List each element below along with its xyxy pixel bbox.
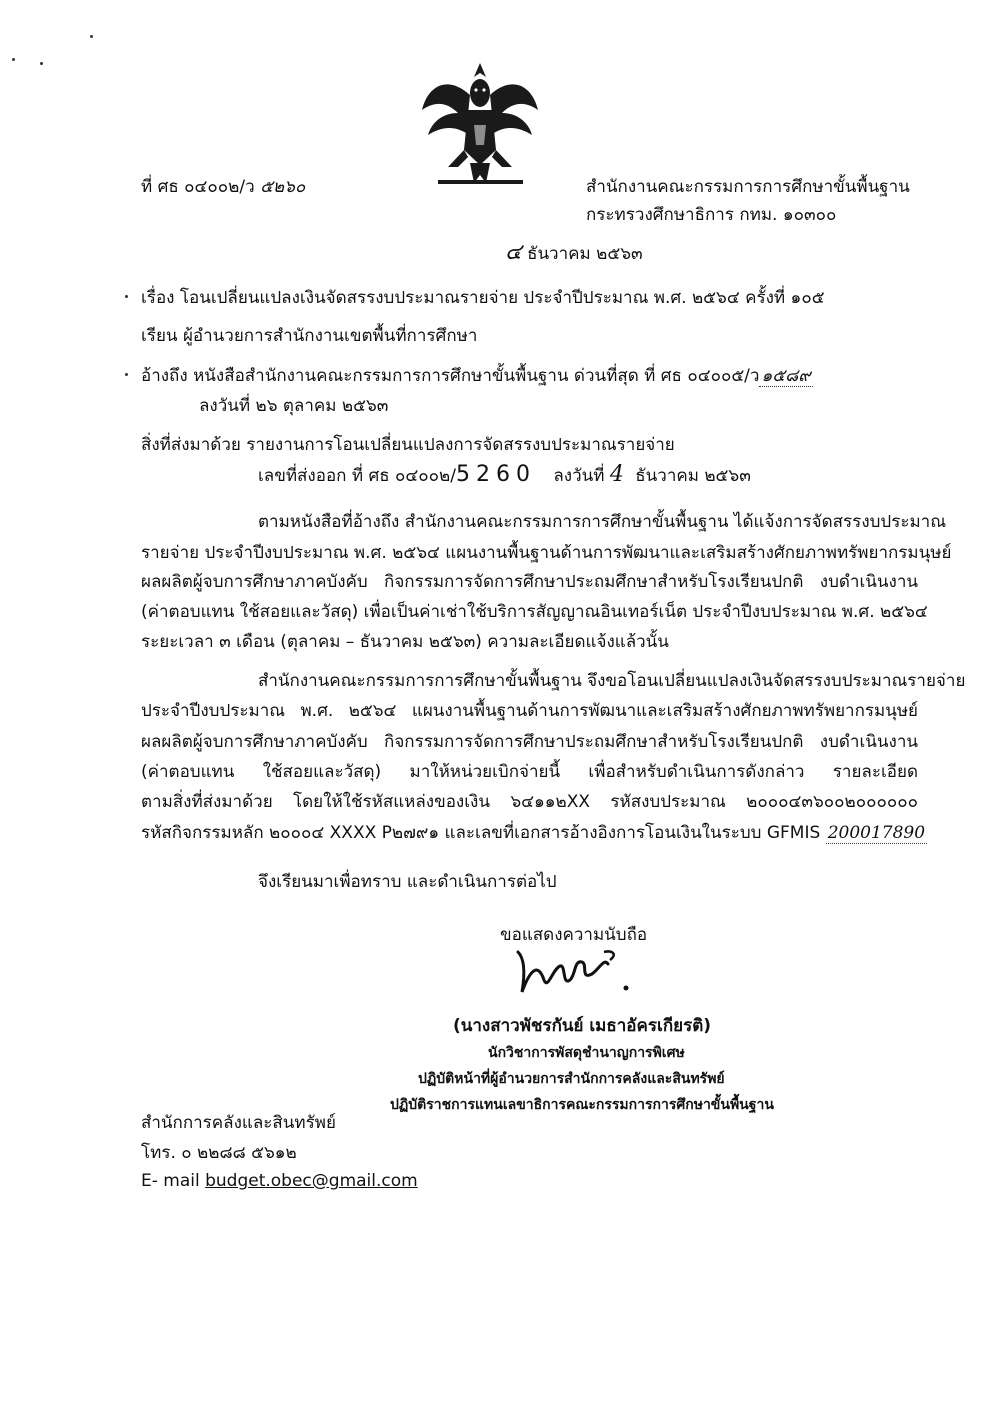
signer-name: (นางสาวพัชรกันย์ เมธาอัครเกียรติ) [453, 1016, 712, 1036]
reference-number [141, 176, 305, 198]
export-date-label: ลงวันที่ [553, 466, 605, 486]
enclosure-line [141, 434, 675, 456]
scan-speck [40, 62, 43, 65]
date-day-handwritten: ๔ [505, 240, 522, 265]
signer-on-behalf: ปฏิบัติราชการแทนเลขาธิการคณะกรรมการการศึกษาขั้นพื้นฐาน [390, 1097, 774, 1113]
enclosure-export-number [258, 464, 751, 487]
footer-department: สำนักการคลังและสินทรัพย์ [141, 1113, 336, 1133]
reference-number-handwritten: ๕๒๖๐ [260, 177, 306, 197]
subject-label: เรื่อง [141, 288, 175, 308]
scan-speck [125, 295, 128, 298]
enclosure-label: สิ่งที่ส่งมาด้วย [141, 435, 241, 455]
recipient-line [141, 325, 477, 347]
export-date-day: 4 [609, 462, 630, 487]
reference-line [141, 365, 813, 387]
export-number-stamp: 5260 [455, 462, 536, 487]
email-label: E- mail [141, 1171, 200, 1191]
email-link[interactable]: budget.obec@gmail.com [205, 1171, 418, 1191]
reference-text: หนังสือสำนักงานคณะกรรมการการศึกษาขั้นพื้นฐาน ด่วนที่สุด ที่ ศธ ๐๔๐๐๕/ว [193, 366, 760, 386]
paragraph1-line: ระยะเวลา ๓ เดือน (ตุลาคม – ธันวาคม ๒๕๖๓) ความละเอียดแจ้งแล้วนั้น [141, 632, 669, 652]
paragraph2-line: (ค่าตอบแทน ใช้สอยและวัสดุ) มาให้หน่วยเบิกจ่ายนี้ เพื่อสำหรับดำเนินการดังกล่าว รายละเอียด [141, 762, 918, 782]
reference-label: อ้างถึง [141, 366, 188, 386]
paragraph1-line: (ค่าตอบแทน ใช้สอยและวัสดุ) เพื่อเป็นค่าเช่าใช้บริการสัญญาณอินเทอร์เน็ต ประจำปีงบประมาณ พ.ศ. ๒๕๖๔ [141, 602, 928, 622]
footer-email-line [141, 1170, 418, 1192]
paragraph2-line: ตามสิ่งที่ส่งมาด้วย โดยให้ใช้รหัสแหล่งของเงิน ๖๔๑๑๒XX รหัสงบประมาณ ๒๐๐๐๔๓๖๐๐๒๐๐๐๐๐๐ [141, 792, 918, 812]
export-number-prefix: เลขที่ส่งออก ที่ ศธ ๐๔๐๐๒/ [258, 466, 456, 486]
handwritten-signature [508, 940, 638, 1000]
reference-handwritten-number: ๑๕๘๙ [761, 366, 811, 386]
date-month-year: ธันวาคม ๒๕๖๓ [527, 244, 643, 264]
scan-speck [12, 58, 15, 61]
paragraph2-line: สำนักงานคณะกรรมการการศึกษาขั้นพื้นฐาน จึงขอโอนเปลี่ยนแปลงเงินจัดสรรงบประมาณรายจ่าย [258, 671, 966, 691]
subject-text: โอนเปลี่ยนแปลงเงินจัดสรรงบประมาณรายจ่าย ประจำปีประมาณ พ.ศ. ๒๕๖๔ ครั้งที่ ๑๐๕ [179, 288, 825, 308]
paragraph1-line: ผลผลิตผู้จบการศึกษาภาคบังคับ กิจกรรมการจัดการศึกษาประถมศึกษาสำหรับโรงเรียนปกติ งบดำเนินงาน [141, 572, 918, 592]
activity-code-text: รหัสกิจกรรมหลัก ๒๐๐๐๔ XXXX P๒๗๙๑ และเลขที่เอกสารอ้างอิงการโอนเงินในระบบ GFMIS [141, 823, 821, 843]
paragraph1-line: รายจ่าย ประจำปีงบประมาณ พ.ศ. ๒๕๖๔ แผนงานพื้นฐานด้านการพัฒนาและเสริมสร้างศักยภาพทรัพยากรมนุษย์ [141, 543, 952, 563]
scan-speck [125, 373, 128, 376]
signer-acting-position: ปฏิบัติหน้าที่ผู้อำนวยการสำนักการคลังและสินทรัพย์ [418, 1071, 725, 1087]
letter-date [505, 242, 643, 265]
subject-line [141, 287, 825, 309]
scan-speck [90, 35, 93, 38]
footer-phone: โทร. ๐ ๒๒๘๘ ๕๖๑๒ [141, 1143, 297, 1163]
recipient-label: เรียน [141, 326, 178, 346]
reference-number-label: ที่ ศธ ๐๔๐๐๒/ว [141, 177, 255, 197]
paragraph1-line: ตามหนังสือที่อ้างถึง สำนักงานคณะกรรมการการศึกษาขั้นพื้นฐาน ได้แจ้งการจัดสรรงบประมาณ [258, 512, 946, 532]
signoff-line: ขอแสดงความนับถือ [500, 925, 648, 945]
signer-position: นักวิชาการพัสดุชำนาญการพิเศษ [488, 1045, 685, 1061]
closing-line: จึงเรียนมาเพื่อทราบ และดำเนินการต่อไป [258, 872, 557, 892]
recipient-text: ผู้อำนวยการสำนักงานเขตพื้นที่การศึกษา [182, 326, 478, 346]
office-name: สำนักงานคณะกรรมการการศึกษาขั้นพื้นฐาน [586, 177, 910, 197]
reference-date: ลงวันที่ ๒๖ ตุลาคม ๒๕๖๓ [199, 396, 389, 416]
paragraph2-last-line [141, 822, 927, 844]
garuda-emblem-icon [418, 55, 543, 195]
paragraph2-line: ประจำปีงบประมาณ พ.ศ. ๒๕๖๔ แผนงานพื้นฐานด้านการพัฒนาและเสริมสร้างศักยภาพทรัพยากรมนุษย์ [141, 701, 918, 721]
export-date-month-year: ธันวาคม ๒๕๖๓ [635, 466, 751, 486]
gfmis-reference-number: 200017890 [827, 823, 926, 843]
paragraph2-line: ผลผลิตผู้จบการศึกษาภาคบังคับ กิจกรรมการจัดการศึกษาประถมศึกษาสำหรับโรงเรียนปกติ งบดำเนินงาน [141, 732, 918, 752]
office-address: กระทรวงศึกษาธิการ กทม. ๑๐๓๐๐ [586, 205, 837, 225]
enclosure-text: รายงานการโอนเปลี่ยนแปลงการจัดสรรงบประมาณรายจ่าย [246, 435, 675, 455]
